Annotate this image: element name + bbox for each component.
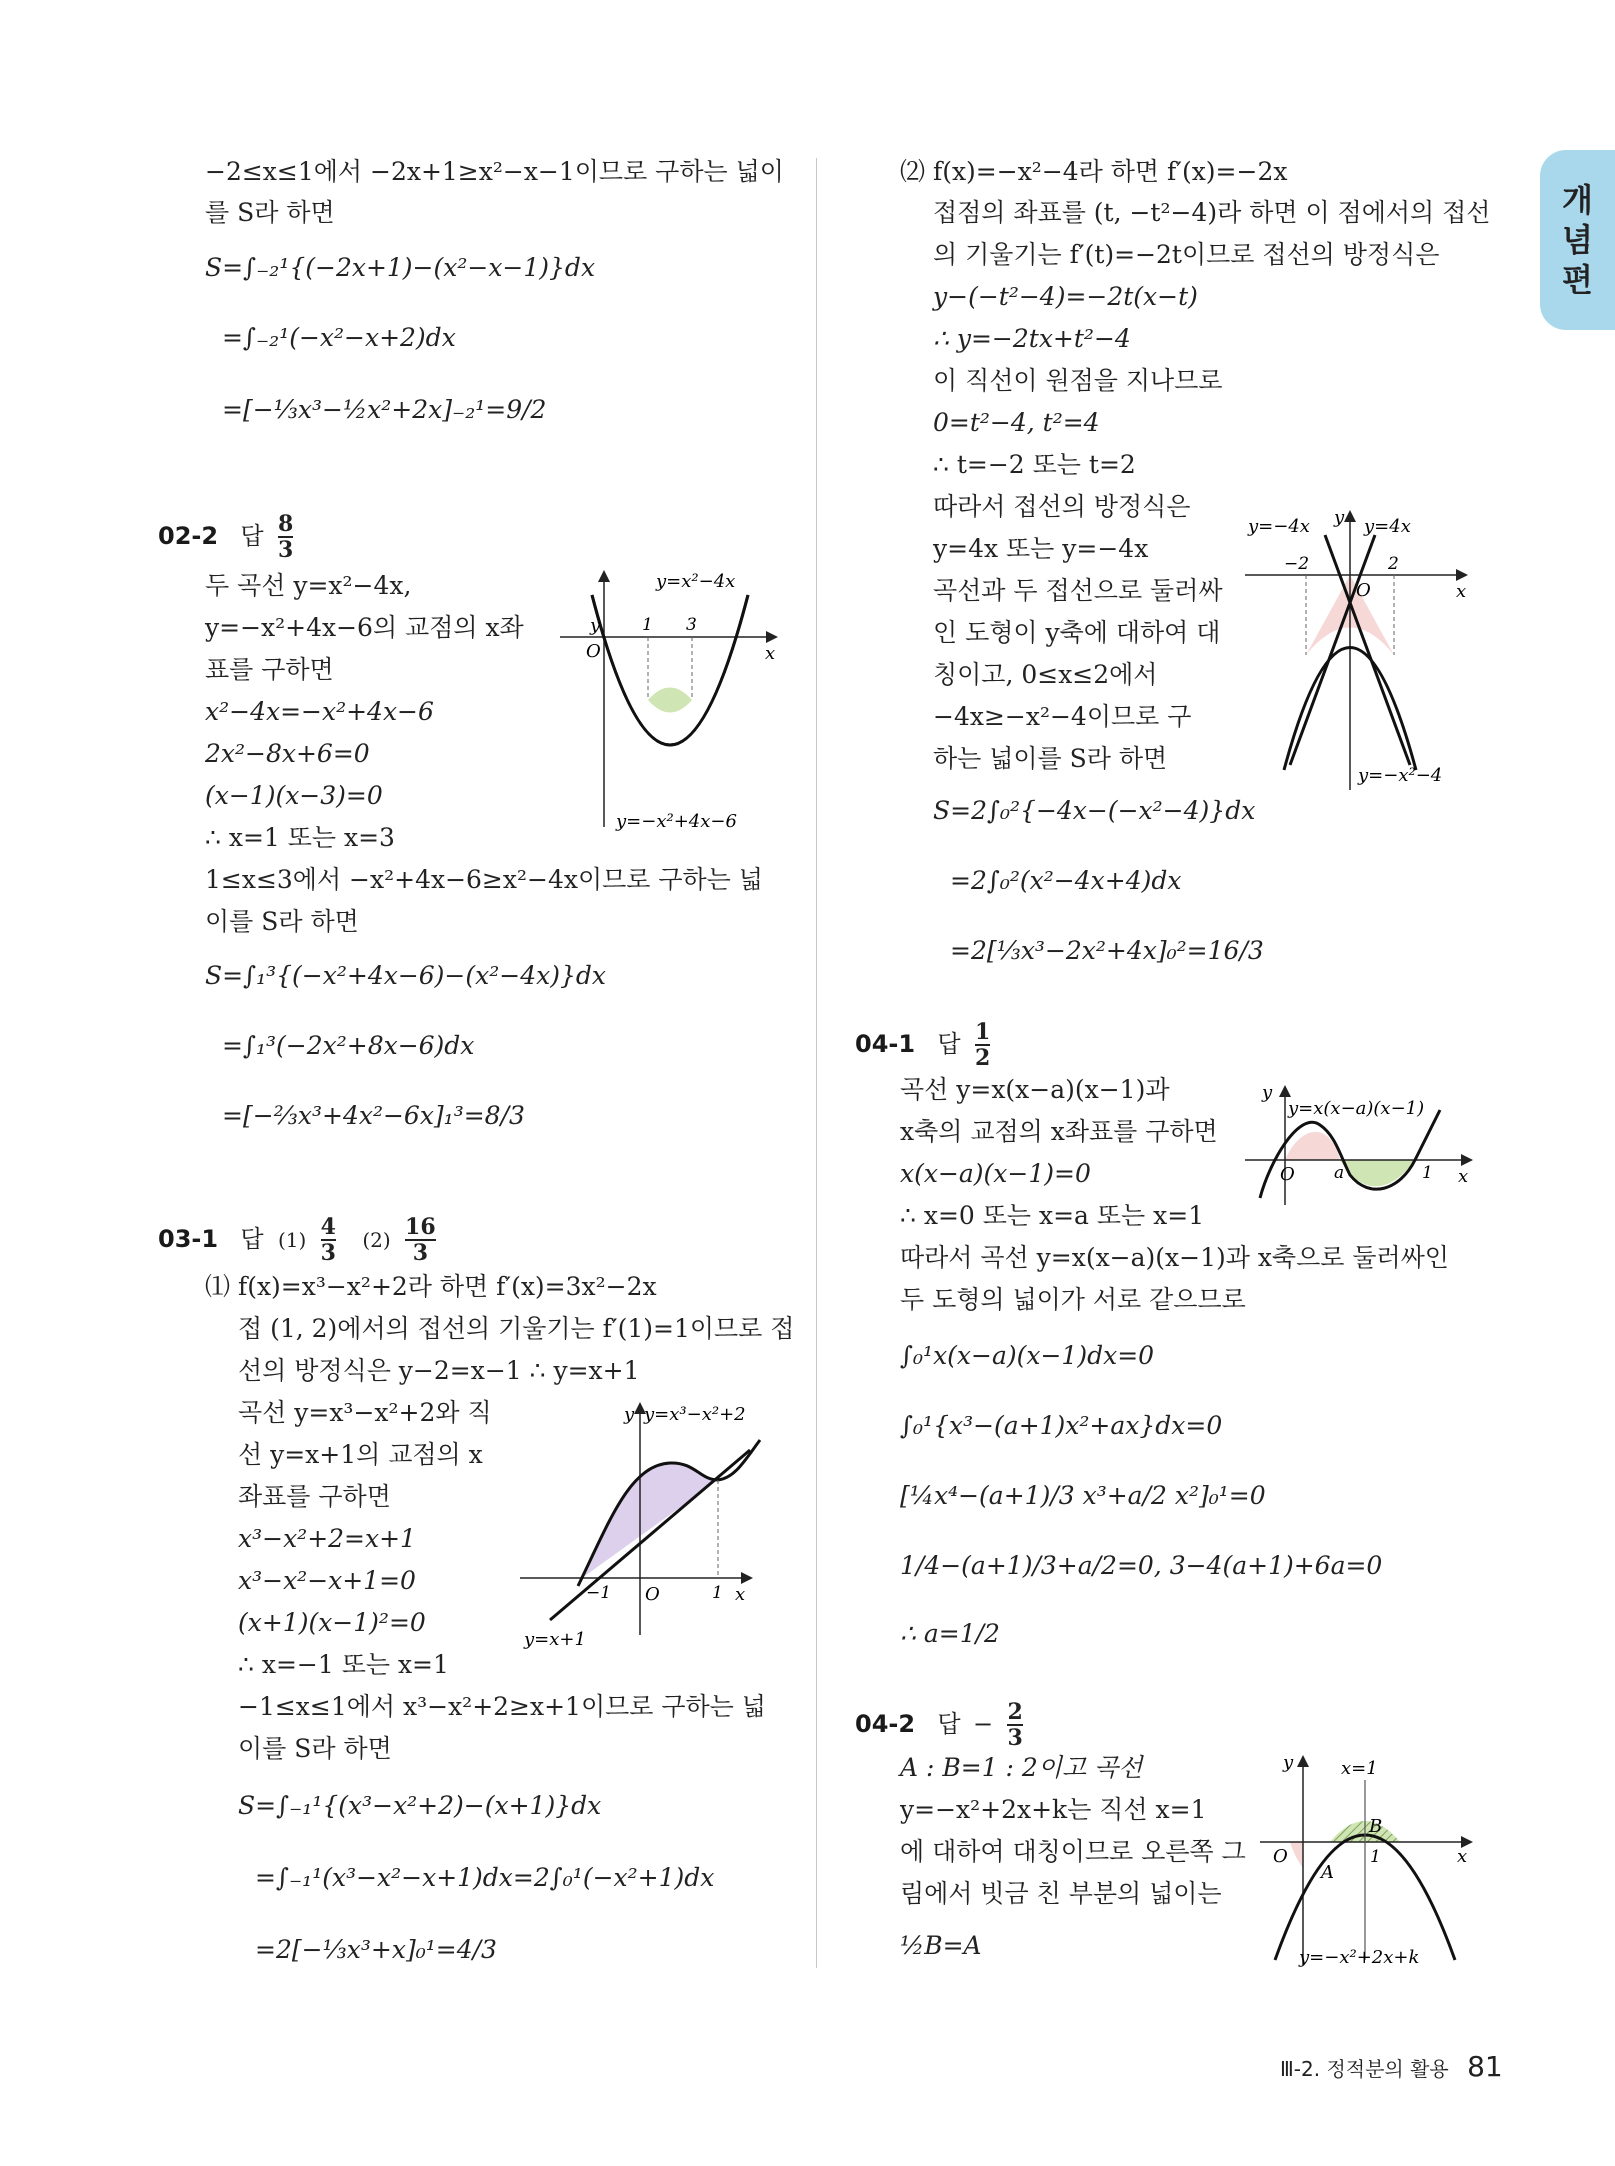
answer-fraction	[405, 1215, 436, 1265]
graph-02-2	[560, 565, 780, 835]
graph-label-line: y=x+1	[524, 1629, 586, 1650]
equation-line: S=∫₋₁¹{(x³−x²+2)−(x+1)}dx	[238, 1791, 602, 1820]
text-line: 곡선과 두 접선으로 둘러싸	[933, 576, 1223, 605]
fraction-denominator: 2	[974, 1045, 991, 1071]
question-header	[855, 1020, 990, 1070]
text-line: 표를 구하면	[205, 655, 334, 684]
graph-04-2	[1255, 1750, 1480, 1970]
equation-line: (x+1)(x−1)²=0	[238, 1608, 426, 1637]
answer-label: 답	[937, 1710, 961, 1738]
answer-part-label: (2)	[362, 1228, 391, 1252]
question-number: 04-2	[855, 1710, 916, 1738]
graph-label-line: y=−4x	[1248, 516, 1310, 537]
equation-line: ½B=A	[900, 1931, 982, 1960]
graph-tangents	[1240, 505, 1480, 795]
page-number: 81	[1467, 2050, 1503, 2083]
text-line: −4x≥−x²−4이므로 구	[933, 702, 1192, 731]
graph-tick: 1	[1370, 1847, 1381, 1867]
text-line: 하는 넓이를 S라 하면	[933, 744, 1168, 773]
text-line: ∴ x=0 또는 x=a 또는 x=1	[900, 1201, 1205, 1230]
graph-label-curve: y=x²−4x	[656, 571, 736, 592]
fraction-denominator: 3	[277, 537, 294, 563]
equation-line: x³−x²−x+1=0	[238, 1566, 416, 1595]
text-line: 인 도형이 y축에 대하여 대	[933, 618, 1221, 647]
side-tab-concept[interactable]	[1540, 150, 1615, 330]
equation-line: 0=t²−4, t²=4	[933, 408, 1100, 437]
answer-sign: −	[972, 1710, 994, 1738]
question-header	[158, 1215, 436, 1265]
text-line: 선 y=x+1의 교점의 x	[238, 1440, 483, 1469]
fraction-denominator: 3	[320, 1240, 336, 1266]
text-line: 따라서 접선의 방정식은	[933, 492, 1191, 521]
graph-tick: 1	[642, 615, 653, 635]
graph-label-curve: y=−x²+4x−6	[616, 811, 737, 832]
text-line: ∴ t=−2 또는 t=2	[933, 450, 1136, 479]
graph-tick: 1	[1422, 1163, 1433, 1183]
equation-line: ∴ a=1/2	[900, 1619, 1000, 1648]
text-line: 곡선 y=x(x−a)(x−1)과	[900, 1075, 1170, 1104]
footer-section: Ⅲ-2. 정적분의 활용	[1280, 2057, 1449, 2081]
equation-line: x(x−a)(x−1)=0	[900, 1159, 1091, 1188]
graph-tick: −1	[586, 1583, 612, 1603]
question-header	[158, 512, 293, 562]
text-line: 접 (1, 2)에서의 접선의 기울기는 f′(1)=1이므로 접	[238, 1314, 795, 1343]
equation-line: S=∫₋₂¹{(−2x+1)−(x²−x−1)}dx	[205, 253, 596, 282]
graph-label-line: y=4x	[1364, 516, 1411, 537]
graph-tick: 2	[1388, 554, 1399, 574]
graph-axis-y: y	[1262, 1082, 1273, 1103]
text-line: 이 직선이 원점을 지나므로	[933, 366, 1223, 395]
text-line: 이를 S라 하면	[205, 907, 359, 936]
equation-line: (x−1)(x−3)=0	[205, 781, 383, 810]
equation-line: =∫₋₂¹(−x²−x+2)dx	[222, 323, 456, 352]
graph-origin: O	[1356, 580, 1371, 601]
column-divider	[816, 158, 817, 1968]
equation-line: =2[−⅓x³+x]₀¹=4/3	[255, 1935, 497, 1964]
answer-fraction	[1007, 1700, 1022, 1750]
graph-origin: O	[1280, 1164, 1295, 1185]
graph-label-curve: y=x³−x²+2	[644, 1404, 746, 1425]
fraction-numerator: 8	[277, 511, 294, 537]
side-tab-char: 개	[1562, 181, 1593, 219]
graph-origin: O	[645, 1584, 660, 1605]
equation-line: y−(−t²−4)=−2t(x−t)	[933, 282, 1198, 311]
graph-03-1	[520, 1400, 790, 1650]
graph-axis-y: y	[590, 615, 601, 636]
graph-label-curve: y=−x²+2x+k	[1299, 1947, 1420, 1968]
equation-line: x³−x²+2=x+1	[238, 1524, 416, 1553]
text-line: 따라서 곡선 y=x(x−a)(x−1)과 x축으로 둘러싸인	[900, 1243, 1449, 1272]
equation-line: [¼x⁴−(a+1)/3 x³+a/2 x²]₀¹=0	[900, 1481, 1266, 1510]
equation-line: x²−4x=−x²+4x−6	[205, 697, 434, 726]
question-number: 02-2	[158, 522, 219, 550]
text-line: y=−x²+4x−6의 교점의 x좌	[205, 613, 524, 642]
graph-04-1	[1240, 1080, 1480, 1210]
text-line: 를 S라 하면	[205, 198, 335, 227]
text-line: ∴ x=1 또는 x=3	[205, 823, 395, 852]
equation-line: ∫₀¹x(x−a)(x−1)dx=0	[900, 1341, 1155, 1370]
page-footer	[1280, 2050, 1503, 2083]
graph-label-curve: y=−x²−4	[1358, 765, 1443, 786]
text-line: y=−x²+2x+k는 직선 x=1	[900, 1795, 1207, 1824]
text-line: 림에서 빗금 친 부분의 넓이는	[900, 1879, 1222, 1908]
equation-line: =2[⅓x³−2x²+4x]₀²=16/3	[950, 936, 1264, 965]
equation-line: =[−⅓x³−½x²+2x]₋₂¹=9/2	[222, 395, 547, 424]
answer-fraction	[975, 1020, 990, 1070]
graph-axis-x: x	[1456, 581, 1467, 602]
graph-axis-x: x	[765, 643, 776, 664]
fraction-numerator: 2	[1007, 1699, 1023, 1725]
text-line: 칭이고, 0≤x≤2에서	[933, 660, 1158, 689]
side-tab-char: 편	[1562, 261, 1593, 299]
text-line: x축의 교점의 x좌표를 구하면	[900, 1117, 1218, 1146]
graph-origin: O	[1273, 1846, 1288, 1867]
graph-axis-y: y	[1334, 507, 1345, 528]
graph-axis-x: x	[1457, 1846, 1468, 1867]
fraction-numerator: 4	[320, 1214, 336, 1240]
answer-fraction	[278, 512, 293, 562]
graph-axis-x: x	[735, 1584, 746, 1605]
equation-line: =[−⅔x³+4x²−6x]₁³=8/3	[222, 1101, 525, 1130]
text-line: 곡선 y=x³−x²+2와 직	[238, 1398, 492, 1427]
answer-label: 답	[240, 1225, 264, 1253]
equation-line: S=∫₁³{(−x²+4x−6)−(x²−4x)}dx	[205, 961, 606, 990]
answer-fraction	[321, 1215, 336, 1265]
equation-line: ∫₀¹{x³−(a+1)x²+ax}dx=0	[900, 1411, 1223, 1440]
graph-tick: 3	[686, 615, 697, 635]
question-header	[855, 1700, 1023, 1750]
graph-origin: O	[586, 641, 601, 662]
fraction-numerator: 16	[405, 1214, 436, 1240]
text-line: ∴ x=−1 또는 x=1	[238, 1650, 449, 1679]
equation-line: 2x²−8x+6=0	[205, 739, 370, 768]
text-line: 의 기울기는 f′(t)=−2t이므로 접선의 방정식은	[933, 240, 1440, 269]
graph-axis-y: y	[624, 1404, 635, 1425]
graph-label-line: x=1	[1341, 1758, 1378, 1779]
fraction-denominator: 3	[405, 1239, 436, 1265]
graph-label-curve: y=x(x−a)(x−1)	[1288, 1098, 1425, 1119]
text-line: −1≤x≤1에서 x³−x²+2≥x+1이므로 구하는 넓	[238, 1692, 766, 1721]
question-number: 04-1	[855, 1030, 916, 1058]
question-number: 03-1	[158, 1225, 219, 1253]
graph-label-region: A	[1321, 1862, 1334, 1883]
text-line: 좌표를 구하면	[238, 1482, 391, 1511]
graph-tick: 1	[712, 1583, 723, 1603]
graph-axis-x: x	[1458, 1166, 1469, 1187]
text-line: 선의 방정식은 y−2=x−1 ∴ y=x+1	[238, 1356, 640, 1385]
graph-axis-y: y	[1283, 1752, 1294, 1773]
fraction-denominator: 3	[1007, 1725, 1023, 1751]
text-line: −2≤x≤1에서 −2x+1≥x²−x−1이므로 구하는 넓이	[205, 157, 784, 186]
answer-label: 답	[240, 522, 264, 550]
equation-line: =2∫₀²(x²−4x+4)dx	[950, 866, 1182, 895]
graph-tick: a	[1334, 1163, 1345, 1183]
answer-label: 답	[937, 1030, 961, 1058]
equation-line: S=2∫₀²{−4x−(−x²−4)}dx	[933, 796, 1256, 825]
fraction-numerator: 1	[974, 1019, 991, 1045]
text-line: 접점의 좌표를 (t, −t²−4)라 하면 이 점에서의 접선	[933, 198, 1491, 227]
text-line: 에 대하여 대칭이므로 오른쪽 그	[900, 1837, 1246, 1866]
answer-part-label: (1)	[277, 1228, 307, 1252]
equation-line: ∴ y=−2tx+t²−4	[933, 324, 1131, 353]
text-line: 이를 S라 하면	[238, 1734, 392, 1763]
side-tab-char: 념	[1562, 221, 1593, 259]
equation-line: =∫₁³(−2x²+8x−6)dx	[222, 1031, 475, 1060]
equation-line: A : B=1 : 2이고 곡선	[900, 1753, 1143, 1782]
text-line: ⑵ f(x)=−x²−4라 하면 f′(x)=−2x	[900, 157, 1288, 186]
text-line: y=4x 또는 y=−4x	[933, 534, 1149, 563]
text-line: 1≤x≤3에서 −x²+4x−6≥x²−4x이므로 구하는 넓	[205, 865, 763, 894]
equation-line: 1/4−(a+1)/3+a/2=0, 3−4(a+1)+6a=0	[900, 1551, 1383, 1580]
graph-tick: −2	[1284, 554, 1310, 574]
equation-line: =∫₋₁¹(x³−x²−x+1)dx=2∫₀¹(−x²+1)dx	[255, 1863, 715, 1892]
text-line: 두 곡선 y=x²−4x,	[205, 571, 412, 600]
text-line: ⑴ f(x)=x³−x²+2라 하면 f′(x)=3x²−2x	[205, 1272, 657, 1301]
text-line: 두 도형의 넓이가 서로 같으므로	[900, 1285, 1246, 1314]
graph-label-region: B	[1369, 1816, 1383, 1837]
